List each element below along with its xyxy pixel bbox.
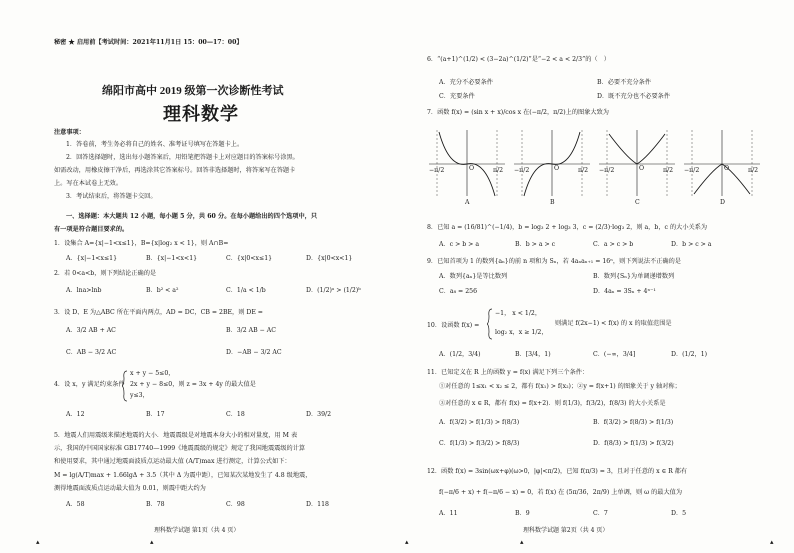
q9-option-a: A．数列{aₙ}是等比数列 [439,273,508,280]
page-footer: 理科数学试题 第2页（共 4 页） [523,527,609,534]
section-heading-cont: 有一项是符合题目要求的。 [54,226,129,233]
crop-mark: ▴ [36,538,40,546]
q10-option-d: D．(1/2，1) [671,351,708,358]
axis-left-label: −π/2 [514,167,530,174]
q6-stem: 6．“(a+1)^(1/2) < (3−2a)^(1/2)”是“−2 < a < 2/3”的（ ） [427,56,610,63]
q6-option-b: B．必要不充分条件 [597,79,652,86]
origin-label: O [639,165,645,172]
q8-option-d: D．b > c > a [671,241,712,248]
q12-option-d: D．5 [671,510,687,517]
q4-option-b: B．17 [146,411,165,418]
q10-case: log₂ x，x ≥ 1/2， [495,329,548,336]
crop-mark: ▴ [770,538,774,546]
q4-option-d: D．39/2 [306,411,332,418]
note-item: 3．考试结束后，将答题卡交回。 [66,193,157,200]
origin-label: O [724,165,730,172]
q5-line: 5．地震人们用震级来描述地震的大小．地震震级是对地震本身大小的相对量度，用 M 表 [54,432,298,439]
q2-option-a: A．lna>lnb [66,287,102,294]
subject-title: 理科数学 [163,104,239,125]
note-item: 上。写在本试卷上无效。 [54,180,123,187]
q5-line: M = lg(A/T)max + 1.66lgΔ + 3.5（其中 Δ 为震中距），已知某次某地发生了 4.8 级地震， [54,472,312,479]
note-item: 如需改动，用橡皮擦干净后，再选涂其它答案标号。回答非选择题时，将答案写在答题卡 [54,167,296,174]
q10-option-b: B．[3/4，1) [515,351,551,358]
exam-title: 绵阳市高中 2019 级第一次诊断性考试 [102,85,284,97]
q8-stem: 8．已知 a = (16/81)^(−1/4)，b = log₃ 2 + log₃ 3，c = (2/3)·log₃ 2，则 a，b，c 的大小关系为 [427,224,708,231]
q5-line: 和使用要求，其中通过地震面波质点运动最大值 (A/T)max 进行测定，计算公式如下： [54,458,291,465]
q2-option-c: C．1/a < 1/b [226,287,266,294]
q8-option-c: C．a > c > b [593,241,634,248]
q10-tail: 则满足 f(2x−1) < f(x) 的 x 的取值范围是 [555,320,672,327]
q11-option-a: A．f(3/2) > f(1/3) > f(8/3) [439,419,520,426]
note-item: 1．答卷前，考生务必将自己的姓名、准考证号填写在答题卡上。 [66,141,244,148]
q9-option-d: D．4aₙ = 3Sₙ + 4ⁿ⁻¹ [593,288,656,295]
q2-option-d: D．(1/2)ᵃ > (1/2)ᵇ [306,287,361,294]
q4-brace [122,370,128,402]
q4-lead: 4．设 x，y 满足约束条件 [54,381,125,388]
q3-option-a: A．3/2 AB + AC [66,327,116,334]
q1-stem: 1．设集合 A={x|−1<x≤1}，B={x|log₂ x < 1}，则 A∩B= [54,240,229,247]
q11-option-b: B．f(3/2) > f(8/3) > f(1/3) [593,419,674,426]
q5-option-d: D．118 [306,501,329,508]
axis-left-label: −π/2 [429,167,445,174]
q9-stem: 9．已知首项为 1 的数列{aₙ}的前 n 项和为 Sₙ，若 4aₙaₙ₊₁ = 16ⁿ，则下列说法不正确的是 [427,258,681,265]
q3-option-c: C．AB − 3/2 AC [66,349,117,356]
q9-option-c: C．a₈ = 256 [439,288,478,295]
q2-stem: 2．若 0<a<b，则下列结论正确的是 [54,270,157,277]
graph-label: D [720,199,725,206]
section-heading: 一、选择题：本大题共 12 小题，每小题 5 分，共 60 分。在每小题给出的四个选项中，只 [66,213,318,220]
q7-graph-c [597,128,677,206]
crop-mark: ▴ [405,538,409,546]
axis-left-label: −π/2 [684,167,700,174]
q8-option-b: B．b > a > c [515,241,556,248]
q12-line: 12．函数 f(x) = 3sin(ωx+φ)(ω>0，|φ|<π/2)，已知 f(π/3) = 3，且对于任意的 x ∈ R 都有 [427,468,688,475]
q2-option-b: B．b² < a² [146,287,179,294]
q1-option-b: B．{x|−1<x<1} [146,255,198,262]
q7-graph-b [512,128,592,206]
q5-line: 示，我国的中国国家标准 GB17740—1999《地震震级的规定》规定了我国地震震级的计算 [54,445,306,452]
q5-option-a: A．58 [66,501,85,508]
q3-option-b: B．3/2 AB − AC [226,327,276,334]
q10-brace [487,308,493,340]
graph-label: A [465,199,470,206]
q10-option-c: C．(−∞，3/4] [593,351,636,358]
q10-lead: 10．设函数 f(x) = [427,322,480,329]
q10-option-a: A．(1/2，3/4) [439,351,481,358]
crop-mark: ▴ [150,538,154,546]
q6-option-c: C．充要条件 [439,93,475,100]
q11-line: ③对任意的 x ∈ R，都有 f(x) = f(x+2)．则 f(1/3)，f(3/2)，f(8/3) 的大小关系是 [439,400,666,407]
axis-right-label: π/2 [663,167,674,174]
q10-case: −1， x < 1/2， [495,310,542,317]
q12-option-b: B．9 [515,510,530,517]
q1-option-c: C．{x|0<x≤1} [226,255,273,262]
axis-left-label: −π/2 [599,167,615,174]
q1-option-a: A．{x|−1<x≤1} [66,255,118,262]
note-item: 2．回答选择题时，选出每小题答案后，用铅笔把答题卡上对应题目的答案标号涂黑。 [66,154,299,161]
q4-constraint: 2x + y − 8≤0，则 z = 3x + 4y 的最大值是 [130,381,256,388]
q3-stem: 3．设 D、E 为△ABC 所在平面内两点，AD = DC，CB = 2BE，则 DE = [54,309,263,316]
origin-label: O [469,165,475,172]
right-page [397,0,794,553]
q11-line: ①对任意的 1≤x₁ < x₂ ≤ 2，都有 f(x₁) > f(x₂)；②y = f(x+1) 的图象关于 y 轴对称； [439,383,681,390]
q4-option-c: C．18 [226,411,245,418]
q7-graph-d [682,128,762,206]
notes-heading: 注意事项： [54,129,85,136]
graph-label: C [635,199,640,206]
q1-option-d: D．{x|0<x<1} [306,255,353,262]
q12-option-c: C．7 [593,510,608,517]
axis-right-label: π/2 [748,167,759,174]
q6-option-a: A．充分不必要条件 [439,79,493,86]
q5-option-b: B．78 [146,501,165,508]
q8-option-a: A．c > b > a [439,241,480,248]
q4-option-a: A．12 [66,411,85,418]
graph-label: B [550,199,555,206]
q9-option-b: B．数列{Sₙ}为单调递增数列 [593,273,675,280]
q7-stem: 7．函数 f(x) = (sin x + x)/cos x 在(−π/2，π/2)上的图象大致为 [427,109,609,116]
q11-option-d: D．f(8/3) > f(1/3) > f(3/2) [593,440,674,447]
crop-mark: ▴ [520,538,524,546]
q12-line: f(−π/6 + x) + f(−π/6 − x) = 0，若 f(x) 在 (5π/36，2π/9) 上单调，则 ω 的最大值为 [439,489,683,496]
q5-option-c: C．98 [226,501,245,508]
q6-option-d: D．既不充分也不必要条件 [597,93,671,100]
secret-label: 秘密 ★ 启用前【考试时间：2021年11月1日 15：00—17：00】 [54,39,243,46]
q4-constraint: x + y − 5≤0， [130,370,175,377]
page-footer: 理科数学试题 第1页（共 4 页） [154,527,240,534]
q11-option-c: C．f(1/3) > f(3/2) > f(8/3) [439,440,520,447]
axis-right-label: π/2 [493,167,504,174]
q11-line: 11．已知定义在 R 上的函数 y = f(x) 满足下列三个条件： [427,369,589,376]
q12-option-a: A．11 [439,510,458,517]
axis-right-label: π/2 [578,167,589,174]
q3-option-d: D．−AB − 3/2 AC [226,349,282,356]
q7-graph-a [427,128,507,206]
q4-constraint: y≤3， [130,392,149,399]
q5-line: 测得地震面波质点运动最大值为 0.01，则震中距大约为 [54,485,206,492]
origin-label: O [554,165,560,172]
